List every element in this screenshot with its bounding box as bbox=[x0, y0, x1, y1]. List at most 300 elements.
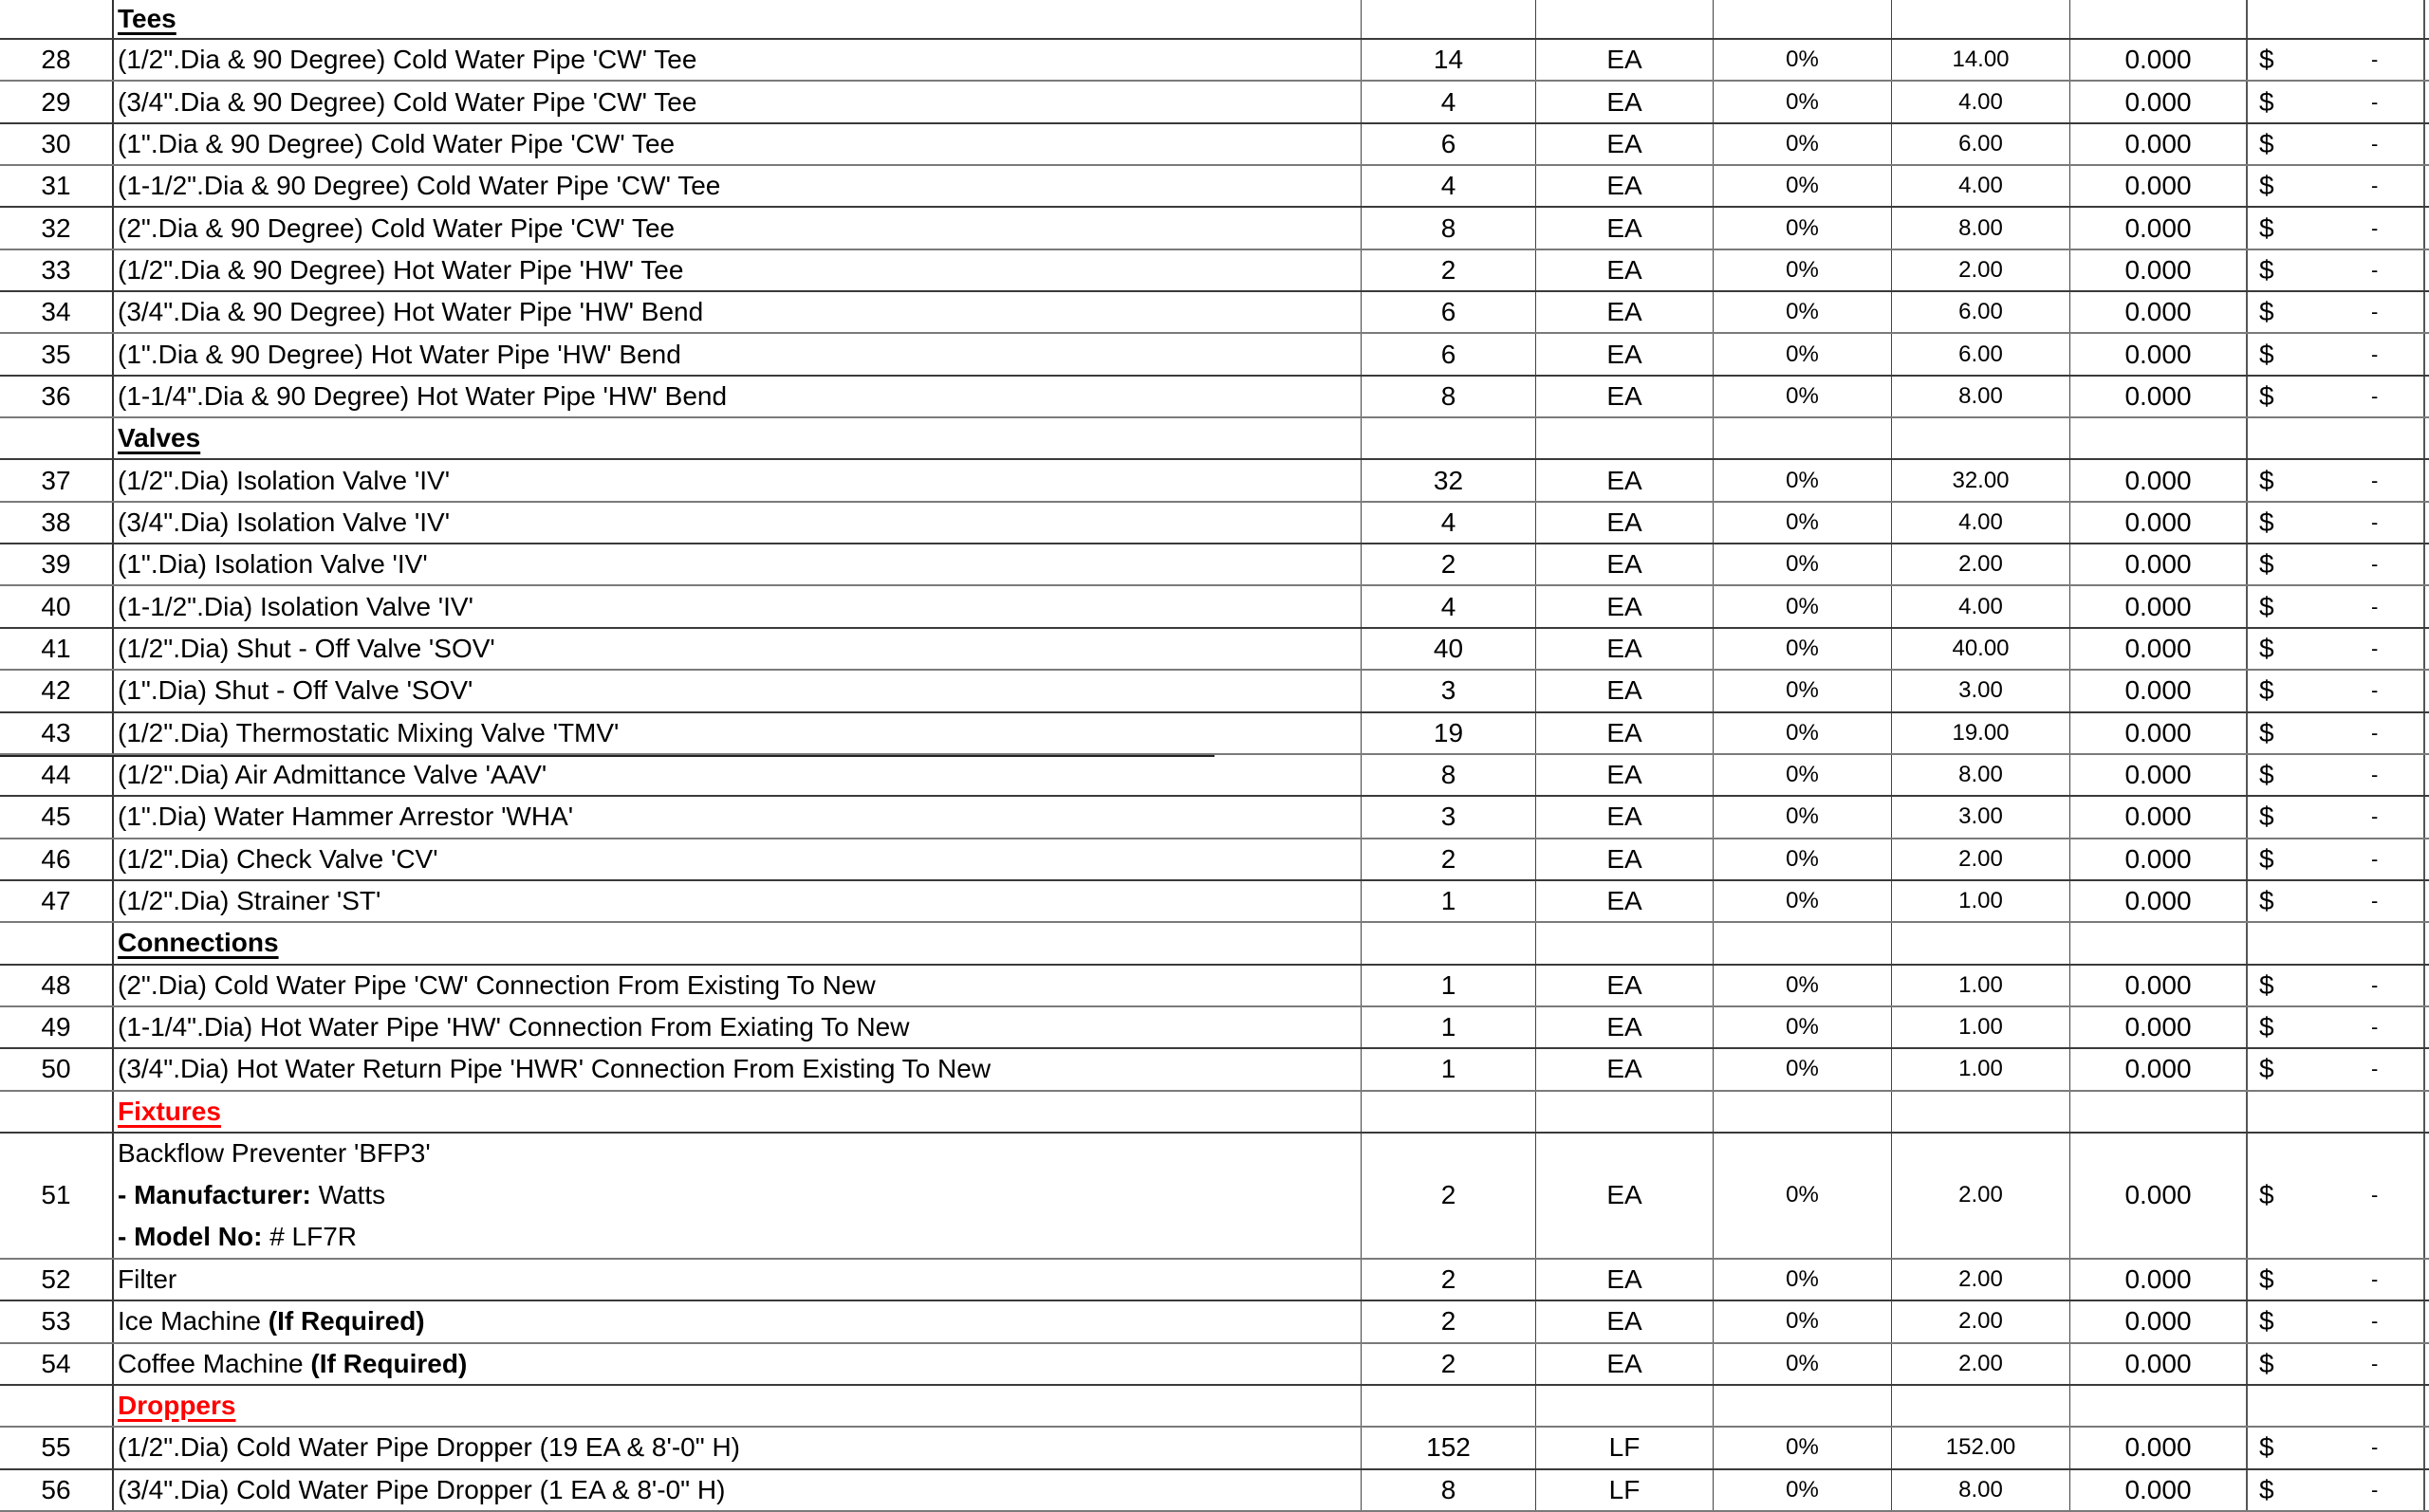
item-number-cell[interactable] bbox=[0, 1470, 114, 1510]
total-quantity-cell[interactable] bbox=[1892, 1049, 2070, 1089]
unit-rate-cell[interactable] bbox=[2070, 1428, 2248, 1467]
unit-cell[interactable] bbox=[1536, 208, 1714, 248]
description-text: (3/4".Dia) Cold Water Pipe Dropper (1 EA & 8'-0" H) bbox=[118, 1474, 726, 1504]
quantity-cell[interactable] bbox=[1362, 292, 1536, 332]
quantity-cell[interactable] bbox=[1362, 1092, 1536, 1132]
description-text: (1-1/4".Dia) Hot Water Pipe 'HW' Connection From Exiating To New bbox=[118, 1012, 910, 1042]
item-number-cell[interactable] bbox=[0, 166, 114, 206]
amount-cell[interactable] bbox=[2248, 629, 2425, 669]
waste-percent-cell[interactable] bbox=[1714, 460, 1892, 500]
quantity-cell[interactable] bbox=[1362, 671, 1536, 710]
unit-cell[interactable] bbox=[1536, 881, 1714, 921]
description-cell[interactable] bbox=[114, 797, 1362, 837]
unit-rate-cell[interactable] bbox=[2070, 839, 2248, 879]
total-quantity-cell[interactable] bbox=[1892, 713, 2070, 753]
unit-cell[interactable] bbox=[1536, 82, 1714, 121]
total-quantity-cell[interactable] bbox=[1892, 292, 2070, 332]
amount-cell[interactable] bbox=[2248, 292, 2425, 332]
quantity-cell[interactable] bbox=[1362, 966, 1536, 1005]
total-quantity-cell[interactable] bbox=[1892, 1428, 2070, 1467]
unit-rate-cell[interactable] bbox=[2070, 755, 2248, 795]
item-number-cell[interactable] bbox=[0, 1007, 114, 1047]
quantity-cell[interactable] bbox=[1362, 1301, 1536, 1341]
description-cell[interactable] bbox=[114, 503, 1362, 543]
item-number-cell[interactable] bbox=[0, 755, 114, 795]
quantity-cell[interactable] bbox=[1362, 377, 1536, 416]
description-cell[interactable] bbox=[114, 40, 1362, 80]
unit-cell[interactable] bbox=[1536, 334, 1714, 374]
amount-value: - bbox=[2371, 47, 2379, 72]
total-quantity-cell[interactable] bbox=[1892, 460, 2070, 500]
total-quantity-cell[interactable] bbox=[1892, 1007, 2070, 1047]
description-cell[interactable] bbox=[114, 334, 1362, 374]
amount-cell[interactable] bbox=[2248, 1428, 2425, 1467]
description-text: (1/2".Dia) Air Admittance Valve 'AAV' bbox=[118, 760, 547, 790]
amount-cell[interactable] bbox=[2248, 713, 2425, 753]
unit-cell[interactable] bbox=[1536, 544, 1714, 584]
quantity-cell[interactable] bbox=[1362, 208, 1536, 248]
waste-percent-cell[interactable] bbox=[1714, 377, 1892, 416]
amount-value: - bbox=[2371, 1435, 2379, 1460]
item-number-cell[interactable] bbox=[0, 1260, 114, 1300]
description-cell[interactable] bbox=[114, 1260, 1362, 1300]
unit-cell[interactable] bbox=[1536, 1260, 1714, 1300]
total-quantity-cell[interactable] bbox=[1892, 0, 2070, 38]
unit-rate-cell[interactable] bbox=[2070, 1344, 2248, 1384]
item-number-cell[interactable] bbox=[0, 40, 114, 80]
unit-rate-cell[interactable] bbox=[2070, 166, 2248, 206]
unit-rate-cell[interactable] bbox=[2070, 1301, 2248, 1341]
total-quantity-cell[interactable] bbox=[1892, 671, 2070, 710]
amount-cell[interactable] bbox=[2248, 166, 2425, 206]
waste-percent-cell[interactable] bbox=[1714, 503, 1892, 543]
item-number: 43 bbox=[41, 717, 71, 747]
waste-percent-cell[interactable] bbox=[1714, 418, 1892, 458]
amount-cell[interactable] bbox=[2248, 1301, 2425, 1341]
item-number-cell[interactable] bbox=[0, 334, 114, 374]
description-cell[interactable] bbox=[114, 881, 1362, 921]
description-cell[interactable] bbox=[114, 1428, 1362, 1467]
quantity-cell[interactable] bbox=[1362, 629, 1536, 669]
total-quantity-cell[interactable] bbox=[1892, 377, 2070, 416]
unit-rate-cell[interactable] bbox=[2070, 460, 2248, 500]
unit-cell[interactable] bbox=[1536, 671, 1714, 710]
unit-rate-cell[interactable] bbox=[2070, 1260, 2248, 1300]
amount-cell[interactable] bbox=[2248, 839, 2425, 879]
quantity-cell[interactable] bbox=[1362, 713, 1536, 753]
amount-cell[interactable] bbox=[2248, 334, 2425, 374]
unit-cell[interactable] bbox=[1536, 755, 1714, 795]
quantity-cell[interactable] bbox=[1362, 797, 1536, 837]
amount-cell[interactable] bbox=[2248, 0, 2425, 38]
item-number-cell[interactable] bbox=[0, 124, 114, 164]
quantity-cell[interactable] bbox=[1362, 839, 1536, 879]
item-number-cell[interactable] bbox=[0, 208, 114, 248]
unit-cell[interactable] bbox=[1536, 839, 1714, 879]
waste-percent-cell[interactable] bbox=[1714, 166, 1892, 206]
waste-percent-cell[interactable] bbox=[1714, 671, 1892, 710]
unit-cell[interactable] bbox=[1536, 1344, 1714, 1384]
unit-rate-cell[interactable] bbox=[2070, 713, 2248, 753]
unit-cell[interactable] bbox=[1536, 377, 1714, 416]
item-number-cell[interactable] bbox=[0, 544, 114, 584]
amount-cell[interactable] bbox=[2248, 40, 2425, 80]
quantity-cell[interactable] bbox=[1362, 923, 1536, 963]
unit-rate-cell[interactable] bbox=[2070, 334, 2248, 374]
waste-percent-cell[interactable] bbox=[1714, 755, 1892, 795]
unit-cell[interactable] bbox=[1536, 418, 1714, 458]
item-number-cell[interactable] bbox=[0, 966, 114, 1005]
total-quantity-cell[interactable] bbox=[1892, 1134, 2070, 1258]
quantity-cell[interactable] bbox=[1362, 1344, 1536, 1384]
waste-percent-cell[interactable] bbox=[1714, 82, 1892, 121]
unit-cell[interactable] bbox=[1536, 586, 1714, 626]
total-quantity-cell[interactable] bbox=[1892, 124, 2070, 164]
unit-cell[interactable] bbox=[1536, 124, 1714, 164]
currency-symbol: $ bbox=[2259, 802, 2274, 832]
description-text: (1".Dia & 90 Degree) Hot Water Pipe 'HW' Bend bbox=[118, 339, 681, 369]
item-number-cell[interactable] bbox=[0, 1092, 114, 1132]
total-quantity-cell[interactable] bbox=[1892, 881, 2070, 921]
item-number-cell[interactable] bbox=[0, 1386, 114, 1426]
amount-cell[interactable] bbox=[2248, 797, 2425, 837]
amount-cell[interactable] bbox=[2248, 1049, 2425, 1089]
total-quantity-cell[interactable] bbox=[1892, 250, 2070, 290]
waste-percent-cell[interactable] bbox=[1714, 1049, 1892, 1089]
item-number-cell[interactable] bbox=[0, 713, 114, 753]
unit-rate-cell[interactable] bbox=[2070, 292, 2248, 332]
item-number-cell[interactable] bbox=[0, 377, 114, 416]
total-value: 2.00 bbox=[1958, 1266, 2003, 1293]
waste-percent-cell[interactable] bbox=[1714, 292, 1892, 332]
waste-percent-cell[interactable] bbox=[1714, 1301, 1892, 1341]
amount-cell[interactable] bbox=[2248, 460, 2425, 500]
description-cell[interactable] bbox=[114, 208, 1362, 248]
description-cell[interactable] bbox=[114, 923, 1362, 963]
quantity-cell[interactable] bbox=[1362, 503, 1536, 543]
item-number-cell[interactable] bbox=[0, 292, 114, 332]
quantity-value: 2 bbox=[1440, 254, 1456, 285]
total-quantity-cell[interactable] bbox=[1892, 166, 2070, 206]
item-number-cell[interactable] bbox=[0, 1049, 114, 1089]
total-quantity-cell[interactable] bbox=[1892, 1344, 2070, 1384]
unit-rate-cell[interactable] bbox=[2070, 40, 2248, 80]
unit-rate-cell[interactable] bbox=[2070, 0, 2248, 38]
amount-cell[interactable] bbox=[2248, 544, 2425, 584]
total-quantity-cell[interactable] bbox=[1892, 839, 2070, 879]
description-cell[interactable] bbox=[114, 966, 1362, 1005]
unit-cell[interactable] bbox=[1536, 250, 1714, 290]
unit-value: EA bbox=[1606, 380, 1642, 411]
total-quantity-cell[interactable] bbox=[1892, 334, 2070, 374]
item-number-cell[interactable] bbox=[0, 629, 114, 669]
table-row bbox=[0, 1007, 2429, 1049]
unit-rate-cell[interactable] bbox=[2070, 1007, 2248, 1047]
description-cell[interactable] bbox=[114, 1470, 1362, 1510]
rate-value: 0.000 bbox=[2124, 465, 2192, 495]
currency-symbol: $ bbox=[2259, 1474, 2274, 1504]
waste-percent-cell[interactable] bbox=[1714, 713, 1892, 753]
description-cell[interactable] bbox=[114, 544, 1362, 584]
quantity-cell[interactable] bbox=[1362, 1134, 1536, 1258]
rate-value: 0.000 bbox=[2124, 717, 2192, 747]
unit-rate-cell[interactable] bbox=[2070, 1470, 2248, 1510]
amount-cell[interactable] bbox=[2248, 1092, 2425, 1132]
description-cell[interactable] bbox=[114, 1386, 1362, 1426]
unit-rate-cell[interactable] bbox=[2070, 1049, 2248, 1089]
total-quantity-cell[interactable] bbox=[1892, 923, 2070, 963]
quantity-cell[interactable] bbox=[1362, 40, 1536, 80]
description-cell[interactable] bbox=[114, 166, 1362, 206]
waste-percent-cell[interactable] bbox=[1714, 0, 1892, 38]
quantity-cell[interactable] bbox=[1362, 1260, 1536, 1300]
unit-cell[interactable] bbox=[1536, 1092, 1714, 1132]
total-quantity-cell[interactable] bbox=[1892, 755, 2070, 795]
amount-cell[interactable] bbox=[2248, 503, 2425, 543]
item-number-cell[interactable] bbox=[0, 586, 114, 626]
item-number-cell[interactable] bbox=[0, 1134, 114, 1258]
description-cell[interactable] bbox=[114, 1049, 1362, 1089]
description-cell[interactable] bbox=[114, 1007, 1362, 1047]
amount-cell[interactable] bbox=[2248, 418, 2425, 458]
unit-cell[interactable] bbox=[1536, 923, 1714, 963]
description-cell[interactable] bbox=[114, 460, 1362, 500]
unit-rate-cell[interactable] bbox=[2070, 418, 2248, 458]
unit-value: EA bbox=[1606, 969, 1642, 1000]
item-number: 32 bbox=[41, 212, 71, 243]
rate-value: 0.000 bbox=[2124, 802, 2192, 832]
item-number-cell[interactable] bbox=[0, 671, 114, 710]
item-number-cell[interactable] bbox=[0, 418, 114, 458]
quantity-cell[interactable] bbox=[1362, 418, 1536, 458]
total-quantity-cell[interactable] bbox=[1892, 629, 2070, 669]
quantity-cell[interactable] bbox=[1362, 544, 1536, 584]
unit-rate-cell[interactable] bbox=[2070, 797, 2248, 837]
total-quantity-cell[interactable] bbox=[1892, 1386, 2070, 1426]
amount-cell[interactable] bbox=[2248, 966, 2425, 1005]
waste-percent-cell[interactable] bbox=[1714, 797, 1892, 837]
table-row bbox=[0, 124, 2429, 166]
quantity-cell[interactable] bbox=[1362, 166, 1536, 206]
quantity-cell[interactable] bbox=[1362, 1049, 1536, 1089]
amount-cell[interactable] bbox=[2248, 1344, 2425, 1384]
item-number-cell[interactable] bbox=[0, 460, 114, 500]
unit-rate-cell[interactable] bbox=[2070, 377, 2248, 416]
unit-rate-cell[interactable] bbox=[2070, 1134, 2248, 1258]
section-row bbox=[0, 418, 2429, 460]
quantity-cell[interactable] bbox=[1362, 250, 1536, 290]
total-quantity-cell[interactable] bbox=[1892, 966, 2070, 1005]
quantity-cell[interactable] bbox=[1362, 334, 1536, 374]
item-number-cell[interactable] bbox=[0, 250, 114, 290]
unit-cell[interactable] bbox=[1536, 629, 1714, 669]
unit-rate-cell[interactable] bbox=[2070, 503, 2248, 543]
unit-rate-cell[interactable] bbox=[2070, 923, 2248, 963]
total-quantity-cell[interactable] bbox=[1892, 208, 2070, 248]
description-cell[interactable] bbox=[114, 82, 1362, 121]
unit-rate-cell[interactable] bbox=[2070, 1386, 2248, 1426]
description-cell[interactable] bbox=[114, 0, 1362, 38]
amount-cell[interactable] bbox=[2248, 208, 2425, 248]
quantity-cell[interactable] bbox=[1362, 0, 1536, 38]
description-cell[interactable] bbox=[114, 124, 1362, 164]
item-number-cell[interactable] bbox=[0, 797, 114, 837]
unit-value: EA bbox=[1606, 760, 1642, 790]
unit-rate-cell[interactable] bbox=[2070, 544, 2248, 584]
unit-rate-cell[interactable] bbox=[2070, 1092, 2248, 1132]
quantity-cell[interactable] bbox=[1362, 1007, 1536, 1047]
unit-cell[interactable] bbox=[1536, 1301, 1714, 1341]
amount-cell[interactable] bbox=[2248, 881, 2425, 921]
description-cell[interactable] bbox=[114, 839, 1362, 879]
waste-percent-cell[interactable] bbox=[1714, 124, 1892, 164]
unit-cell[interactable] bbox=[1536, 0, 1714, 38]
waste-percent-cell[interactable] bbox=[1714, 1428, 1892, 1467]
description-cell[interactable] bbox=[114, 377, 1362, 416]
item-number-cell[interactable] bbox=[0, 923, 114, 963]
total-quantity-cell[interactable] bbox=[1892, 1301, 2070, 1341]
quantity-cell[interactable] bbox=[1362, 1386, 1536, 1426]
unit-cell[interactable] bbox=[1536, 166, 1714, 206]
waste-value: 0% bbox=[1786, 508, 1819, 535]
rate-value: 0.000 bbox=[2124, 633, 2192, 663]
quantity-cell[interactable] bbox=[1362, 586, 1536, 626]
quantity-value: 4 bbox=[1440, 171, 1456, 201]
amount-cell[interactable] bbox=[2248, 82, 2425, 121]
total-quantity-cell[interactable] bbox=[1892, 586, 2070, 626]
amount-cell[interactable] bbox=[2248, 1007, 2425, 1047]
total-quantity-cell[interactable] bbox=[1892, 418, 2070, 458]
waste-percent-cell[interactable] bbox=[1714, 1134, 1892, 1258]
waste-percent-cell[interactable] bbox=[1714, 839, 1892, 879]
waste-percent-cell[interactable] bbox=[1714, 208, 1892, 248]
amount-cell[interactable] bbox=[2248, 1470, 2425, 1510]
total-quantity-cell[interactable] bbox=[1892, 1470, 2070, 1510]
item-number-cell[interactable] bbox=[0, 0, 114, 38]
quantity-cell[interactable] bbox=[1362, 755, 1536, 795]
unit-rate-cell[interactable] bbox=[2070, 881, 2248, 921]
description-text: (3/4".Dia) Isolation Valve 'IV' bbox=[118, 507, 451, 537]
description-cell[interactable] bbox=[114, 292, 1362, 332]
amount-cell[interactable] bbox=[2248, 1386, 2425, 1426]
total-quantity-cell[interactable] bbox=[1892, 1092, 2070, 1132]
unit-cell[interactable] bbox=[1536, 1134, 1714, 1258]
item-number-cell[interactable] bbox=[0, 503, 114, 543]
quantity-cell[interactable] bbox=[1362, 124, 1536, 164]
unit-rate-cell[interactable] bbox=[2070, 629, 2248, 669]
waste-percent-cell[interactable] bbox=[1714, 923, 1892, 963]
unit-rate-cell[interactable] bbox=[2070, 671, 2248, 710]
description-cell[interactable] bbox=[114, 1134, 1362, 1258]
total-quantity-cell[interactable] bbox=[1892, 544, 2070, 584]
waste-percent-cell[interactable] bbox=[1714, 586, 1892, 626]
amount-cell[interactable] bbox=[2248, 755, 2425, 795]
total-quantity-cell[interactable] bbox=[1892, 797, 2070, 837]
amount-cell[interactable] bbox=[2248, 671, 2425, 710]
waste-percent-cell[interactable] bbox=[1714, 966, 1892, 1005]
quantity-cell[interactable] bbox=[1362, 1470, 1536, 1510]
waste-percent-cell[interactable] bbox=[1714, 250, 1892, 290]
description-cell[interactable] bbox=[114, 250, 1362, 290]
unit-cell[interactable] bbox=[1536, 503, 1714, 543]
item-number-cell[interactable] bbox=[0, 881, 114, 921]
amount-cell[interactable] bbox=[2248, 377, 2425, 416]
table-row bbox=[0, 1134, 2429, 1260]
waste-percent-cell[interactable] bbox=[1714, 881, 1892, 921]
unit-cell[interactable] bbox=[1536, 1470, 1714, 1510]
quantity-cell[interactable] bbox=[1362, 881, 1536, 921]
amount-cell[interactable] bbox=[2248, 124, 2425, 164]
unit-cell[interactable] bbox=[1536, 460, 1714, 500]
description-cell[interactable] bbox=[114, 671, 1362, 710]
unit-rate-cell[interactable] bbox=[2070, 208, 2248, 248]
quantity-cell[interactable] bbox=[1362, 460, 1536, 500]
total-quantity-cell[interactable] bbox=[1892, 40, 2070, 80]
description-cell[interactable] bbox=[114, 1301, 1362, 1341]
amount-cell[interactable] bbox=[2248, 250, 2425, 290]
item-number-cell[interactable] bbox=[0, 82, 114, 121]
waste-percent-cell[interactable] bbox=[1714, 1092, 1892, 1132]
description-cell[interactable] bbox=[114, 629, 1362, 669]
unit-rate-cell[interactable] bbox=[2070, 586, 2248, 626]
unit-cell[interactable] bbox=[1536, 713, 1714, 753]
unit-cell[interactable] bbox=[1536, 292, 1714, 332]
total-quantity-cell[interactable] bbox=[1892, 1260, 2070, 1300]
waste-percent-cell[interactable] bbox=[1714, 40, 1892, 80]
unit-cell[interactable] bbox=[1536, 1386, 1714, 1426]
unit-rate-cell[interactable] bbox=[2070, 124, 2248, 164]
description-cell[interactable] bbox=[114, 713, 1362, 753]
waste-percent-cell[interactable] bbox=[1714, 1007, 1892, 1047]
waste-percent-cell[interactable] bbox=[1714, 544, 1892, 584]
unit-rate-cell[interactable] bbox=[2070, 250, 2248, 290]
waste-percent-cell[interactable] bbox=[1714, 1260, 1892, 1300]
item-number-cell[interactable] bbox=[0, 1344, 114, 1384]
description-cell[interactable] bbox=[114, 586, 1362, 626]
waste-percent-cell[interactable] bbox=[1714, 334, 1892, 374]
total-quantity-cell[interactable] bbox=[1892, 82, 2070, 121]
item-number-cell[interactable] bbox=[0, 1428, 114, 1467]
amount-value: - bbox=[2371, 89, 2379, 114]
unit-cell[interactable] bbox=[1536, 1007, 1714, 1047]
amount-cell[interactable] bbox=[2248, 1260, 2425, 1300]
total-quantity-cell[interactable] bbox=[1892, 503, 2070, 543]
unit-cell[interactable] bbox=[1536, 966, 1714, 1005]
amount-cell[interactable] bbox=[2248, 1134, 2425, 1258]
waste-percent-cell[interactable] bbox=[1714, 629, 1892, 669]
description-cell[interactable] bbox=[114, 1092, 1362, 1132]
amount-cell[interactable] bbox=[2248, 586, 2425, 626]
unit-cell[interactable] bbox=[1536, 40, 1714, 80]
amount-cell[interactable] bbox=[2248, 923, 2425, 963]
unit-rate-cell[interactable] bbox=[2070, 966, 2248, 1005]
item-number-cell[interactable] bbox=[0, 1301, 114, 1341]
quantity-cell[interactable] bbox=[1362, 82, 1536, 121]
unit-cell[interactable] bbox=[1536, 797, 1714, 837]
unit-cell[interactable] bbox=[1536, 1428, 1714, 1467]
unit-rate-cell[interactable] bbox=[2070, 82, 2248, 121]
description-cell[interactable] bbox=[114, 1344, 1362, 1384]
description-cell[interactable] bbox=[114, 418, 1362, 458]
quantity-value: 8 bbox=[1440, 212, 1456, 243]
waste-percent-cell[interactable] bbox=[1714, 1386, 1892, 1426]
waste-percent-cell[interactable] bbox=[1714, 1344, 1892, 1384]
waste-percent-cell[interactable] bbox=[1714, 1470, 1892, 1510]
item-number-cell[interactable] bbox=[0, 839, 114, 879]
quantity-cell[interactable] bbox=[1362, 1428, 1536, 1467]
unit-cell[interactable] bbox=[1536, 1049, 1714, 1089]
description-cell[interactable] bbox=[114, 755, 1362, 795]
